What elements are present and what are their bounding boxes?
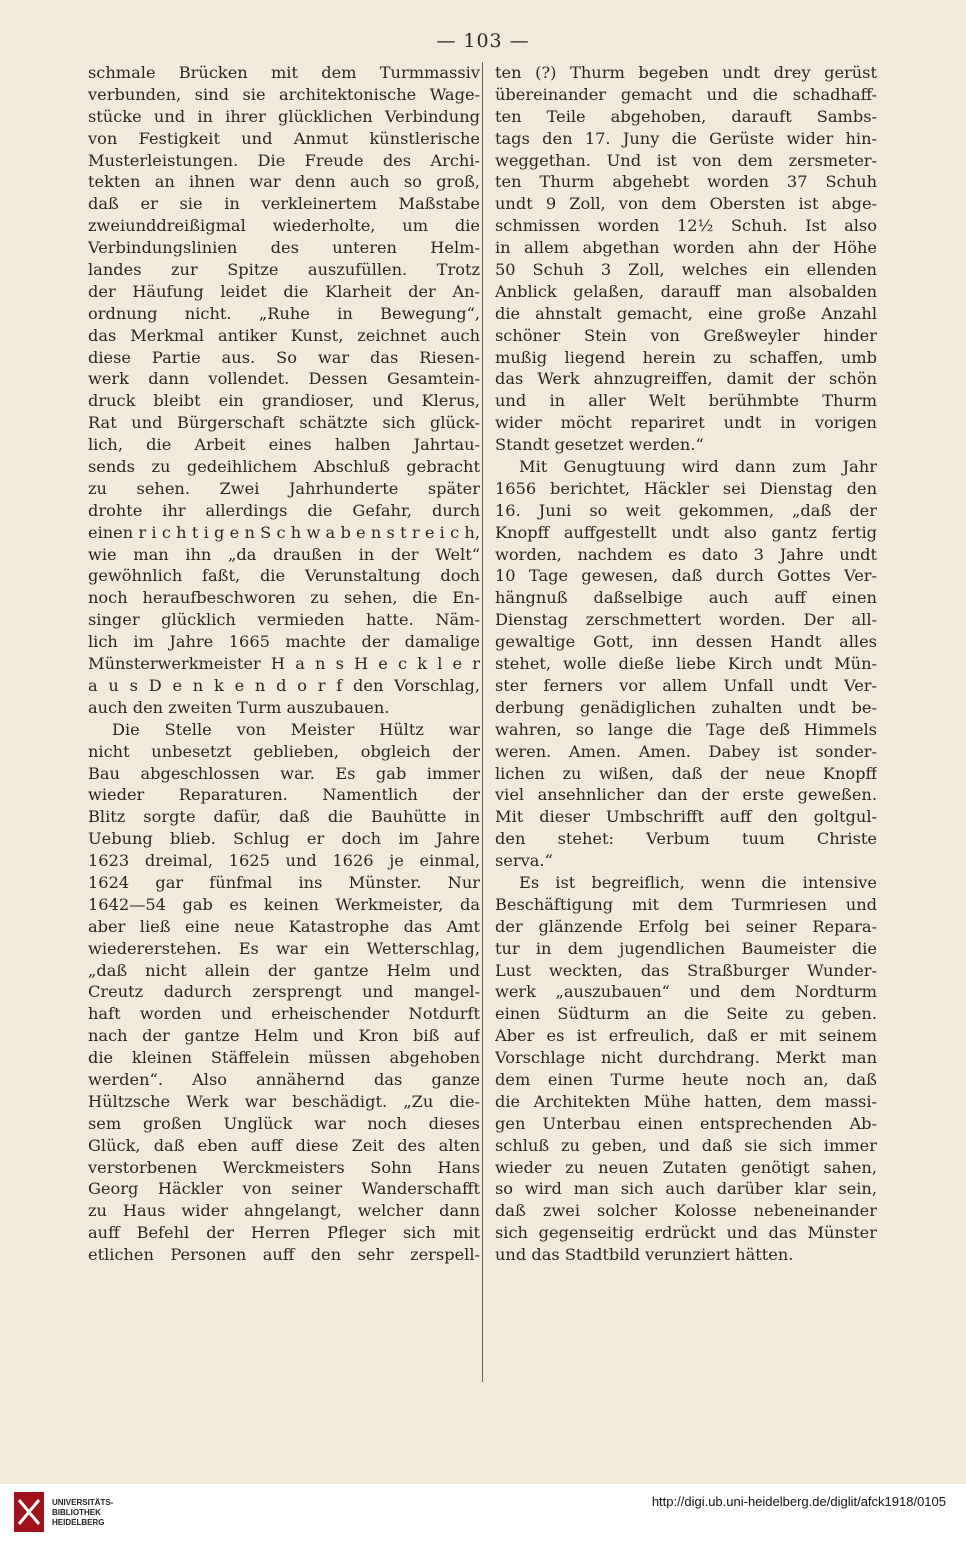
text-line: Aber es ist erfreulich, daß er mit seinem — [495, 1026, 877, 1046]
text-line: nicht unbesetzt geblieben, obgleich der — [88, 741, 480, 761]
text-line: das Merkmal antiker Kunst, zeichnet auch — [88, 325, 480, 345]
left-column — [88, 62, 480, 1266]
text-line: werk „auszubauen“ und dem Nordturm — [495, 982, 877, 1002]
text-line: 1624 gar fünfmal ins Münster. Nur — [88, 872, 480, 892]
text-line: zu sehen. Zwei Jahrhunderte später — [88, 478, 480, 498]
text-line: Bau abgeschlossen war. Es gab immer — [88, 763, 480, 783]
text-line: und in aller Welt berühmbte Thurm — [495, 391, 877, 411]
text-line: Es ist begreiflich, wenn die intensive — [519, 872, 877, 892]
text-line: wiedererstehen. Es war ein Wetterschlag, — [88, 938, 480, 958]
text-line: stehet, wolle dieße liebe Kirch undt Mün- — [495, 654, 877, 674]
text-line: drohte ihr allerdings die Gefahr, durch — [88, 500, 480, 520]
text-line: Musterleistungen. Die Freude des Archi- — [88, 150, 480, 170]
text-line: werk dann vollendet. Dessen Gesamtein- — [88, 369, 480, 389]
text-line: serva.“ — [495, 851, 553, 871]
text-line: Lust weckten, das Straßburger Wunder- — [495, 960, 877, 980]
text-line: lich im Jahre 1665 machte der damalige — [88, 632, 480, 652]
text-line: von Festigkeit und Anmut künstlerische — [88, 128, 480, 148]
text-line: Anblick gelaßen, darauff man alsobalden — [495, 281, 877, 301]
text-line: tur in dem jugendlichen Baumeister die — [495, 938, 877, 958]
text-line: singer glücklich vermieden hatte. Näm- — [88, 610, 480, 630]
text-line: gewöhnlich faßt, die Verunstaltung doch — [88, 566, 480, 586]
institution-line: UNIVERSITÄTS- — [52, 1498, 114, 1507]
text-line: diese Partie aus. So war das Riesen- — [88, 347, 480, 367]
text-line: Knopff auffgestellt undt also gantz fertig — [495, 522, 877, 542]
text-line: druck bleibt ein grandioser, und Klerus, — [88, 391, 480, 411]
text-line: landes zur Spitze auszufüllen. Trotz — [88, 260, 480, 280]
text-line: in allem abgethan worden ahn der Höhe — [495, 238, 877, 258]
text-line: hängnuß daßselbige auch auff einen — [495, 588, 877, 608]
text-line: tekten an ihnen war denn auch so groß, — [88, 172, 480, 192]
text-line: auch den zweiten Turm auszubauen. — [88, 697, 390, 717]
text-line: daß er sie in verkleinertem Maßstabe — [88, 194, 480, 214]
text-line: übereinander gemacht und die schadhaff- — [495, 84, 877, 104]
text-line: lich, die Arbeit eines halben Jahrtau- — [88, 435, 480, 455]
text-line: 10 Tage gewesen, daß durch Gottes Ver- — [495, 566, 877, 586]
text-line: verbunden, sind sie architektonische Wage- — [88, 84, 480, 104]
text-line: weren. Amen. Amen. Dabey ist sonder- — [495, 741, 877, 761]
text-line: 16. Juni so weit gekommen, „daß der — [495, 500, 877, 520]
text-line: Münsterwerkmeister H a n s H e c k l e r — [88, 654, 480, 674]
text-line: wieder zu neuen Zutaten genötigt sahen, — [495, 1157, 877, 1177]
text-line: und das Stadtbild verunziert hätten. — [495, 1245, 794, 1265]
text-line: lichen zu wißen, daß der neue Knopff — [495, 763, 877, 783]
text-line: Beschäftigung mit dem Turmriesen und — [495, 894, 877, 914]
text-line: weggethan. Und ist von dem zersmeter- — [495, 150, 877, 170]
text-line: einen Südturm an die Seite zu geben. — [495, 1004, 877, 1024]
text-line: dem einen Turme heute noch an, daß — [495, 1069, 877, 1089]
footer-bar — [0, 1484, 966, 1548]
text-line: das Werk ahnzugreiffen, damit der schön — [495, 369, 877, 389]
text-line: Vorschlage nicht durchdrang. Merkt man — [495, 1048, 877, 1068]
text-line: ten Teile abgehoben, darauft Sambs- — [495, 106, 877, 126]
text-line: Blitz sorgte dafür, daß die Bauhütte in — [88, 807, 480, 827]
text-line: Die Stelle von Meister Hültz war — [112, 719, 480, 739]
right-column — [495, 62, 877, 1266]
text-line: sends zu gedeihlichem Abschluß gebracht — [88, 457, 480, 477]
text-line: die kleinen Stäffelein müssen abgehoben — [88, 1048, 480, 1068]
text-line: ster ferners vor allem Unfall undt Ver- — [495, 675, 877, 695]
text-line: der glänzende Erfolg bei seiner Repara- — [495, 916, 877, 936]
text-line: den stehet: Verbum tuum Christe — [495, 829, 877, 849]
text-line: zweiunddreißigmal wiederholte, um die — [88, 216, 480, 236]
text-line: Mit Genugtuung wird dann zum Jahr — [519, 457, 877, 477]
text-line: Dienstag zerschmettert worden. Der all- — [495, 610, 877, 630]
text-line: Georg Häckler von seiner Wanderschafft — [88, 1179, 480, 1199]
text-line: daß zwei solcher Kolosse nebeneinander — [495, 1201, 877, 1221]
text-line: sich gegenseitig erdrückt und das Münster — [495, 1223, 877, 1243]
text-line: schöner Stein von Greßweyler hinder — [495, 325, 877, 345]
column-divider — [482, 62, 483, 1382]
text-line: undt 9 Zoll, von dem Obersten ist abge- — [495, 194, 877, 214]
text-line: die Architekten Mühe hatten, dem massi- — [495, 1091, 877, 1111]
text-line: werden“. Also annähernd das ganze — [88, 1069, 480, 1089]
text-line: die ahnstalt gemacht, eine große Anzahl — [495, 303, 877, 323]
text-line: 1642—54 gab es keinen Werkmeister, da — [88, 894, 480, 914]
text-line: 1656 berichtet, Häckler sei Dienstag den — [495, 478, 877, 498]
text-line: aber ließ eine neue Katastrophe das Amt — [88, 916, 480, 936]
text-line: zu Haus wider ahngelangt, welcher dann — [88, 1201, 480, 1221]
text-line: Glück, daß eben auff diese Zeit des alten — [88, 1135, 480, 1155]
text-line: einen r i c h t i g e n S c h w a b e n s t r e i c h, — [88, 522, 480, 542]
text-line: viel ansehnlicher dan der erste geweßen. — [495, 785, 877, 805]
text-line: so wird man sich auch darüber klar sein, — [495, 1179, 877, 1199]
text-line: ten (?) Thurm begeben undt drey gerüst — [495, 63, 877, 82]
text-line: tags den 17. Juny die Gerüste wider hin- — [495, 128, 877, 148]
institution-name — [52, 1498, 113, 1528]
text-line: sem großen Unglück war noch dieses — [88, 1113, 480, 1133]
text-line: nach der gantze Helm und Kron biß auf — [88, 1026, 480, 1046]
text-line: Verbindungslinien des unteren Helm- — [88, 238, 480, 258]
text-line: stücke und in ihrer glücklichen Verbindung — [88, 106, 480, 126]
text-line: haft worden und erheischender Notdurft — [88, 1004, 480, 1024]
text-line: verstorbenen Werckmeisters Sohn Hans — [88, 1157, 480, 1177]
text-line: Uebung blieb. Schlug er doch im Jahre — [88, 829, 480, 849]
institution-line: HEIDELBERG — [52, 1518, 105, 1527]
text-line: 50 Schuh 3 Zoll, welches ein ellenden — [495, 260, 877, 280]
text-line: noch heraufbeschworen zu sehen, die En- — [88, 588, 480, 608]
text-line: ordnung nicht. „Ruhe in Bewegung“, — [88, 303, 480, 323]
text-line: derbung genädiglichen zuhalten undt be- — [495, 697, 877, 717]
text-line: Creutz dadurch zersprengt und mangel- — [88, 982, 480, 1002]
text-line: Rat und Bürgerschaft schätzte sich glück- — [88, 413, 480, 433]
text-line: wie man ihn „da draußen in der Welt“ — [88, 544, 480, 564]
text-line: worden, nachdem es dato 3 Jahre undt — [495, 544, 877, 564]
text-line: Mit dieser Umbschrifft auff den goltgul- — [495, 807, 877, 827]
source-url[interactable]: http://digi.ub.uni-heidelberg.de/diglit/afck1918/0105 — [651, 1494, 946, 1509]
text-line: ten Thurm abgehebt worden 37 Schuh — [495, 172, 877, 192]
text-line: mußig liegend herein zu schaffen, umb — [495, 347, 877, 367]
text-line: schmissen worden 12½ Schuh. Ist also — [495, 216, 877, 236]
text-line: schmale Brücken mit dem Turmmassiv — [88, 63, 480, 82]
text-line: „daß nicht allein der gantze Helm und — [88, 960, 480, 980]
text-line: gen Unterbau einen entsprechenden Ab- — [495, 1113, 877, 1133]
text-line: wahren, so lange die Tage deß Himmels — [495, 719, 877, 739]
text-line: 1623 dreimal, 1625 und 1626 je einmal, — [88, 851, 480, 871]
text-line: auff Befehl der Herren Pfleger sich mit — [88, 1223, 480, 1243]
text-line: Hültzsche Werk war beschädigt. „Zu die- — [88, 1091, 480, 1111]
text-line: etlichen Personen auff den sehr zerspell- — [88, 1245, 480, 1265]
text-line: der Häufung leidet die Klarheit der An- — [88, 281, 480, 301]
university-logo-icon — [14, 1492, 44, 1532]
institution-line: BIBLIOTHEK — [52, 1508, 101, 1517]
page-number: — 103 — — [436, 30, 530, 52]
text-line: schluß zu geben, und daß sie sich immer — [495, 1135, 877, 1155]
text-line: a u s D e n k e n d o r f den Vorschlag, — [88, 675, 480, 695]
text-line: wider möcht repariret undt in vorigen — [495, 413, 877, 433]
text-line: wieder Reparaturen. Namentlich der — [88, 785, 480, 805]
text-line: gewaltige Gott, inn dessen Handt alles — [495, 632, 877, 652]
text-line: Standt gesetzet werden.“ — [495, 435, 704, 455]
